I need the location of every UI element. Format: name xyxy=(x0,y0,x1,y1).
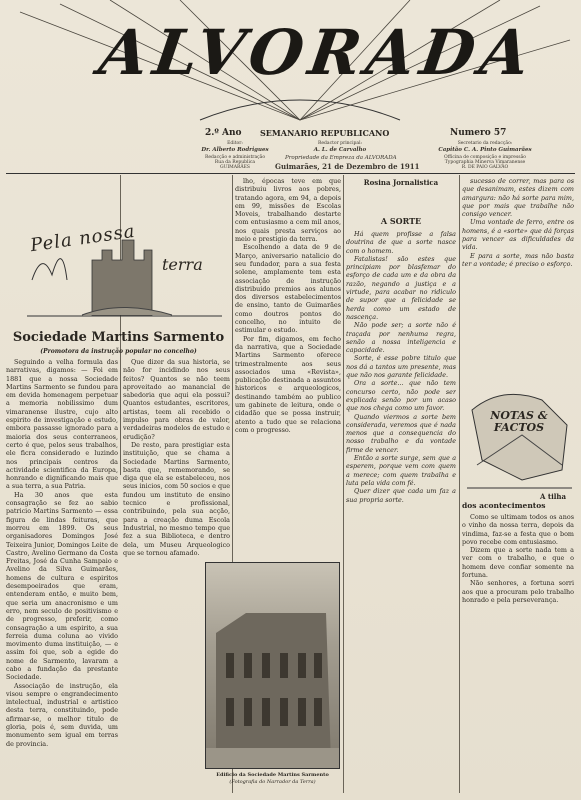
illustration-caption: dos acontecimentos xyxy=(462,501,546,510)
redaction-city: GUIMARÃES xyxy=(219,165,251,170)
printing-name: Typographia Minerva Vimaranense xyxy=(444,160,526,165)
article-paragraph: Ora a sorte... que não tem concurso certo, não pode ser explicada senão por um acaso que nos chega como um favor. xyxy=(346,379,456,413)
article-paragraph: Não pode ser; a sorte não é traçada por nenhuma regra, senão a nossa inteligencia e capacidade. xyxy=(346,321,456,355)
property-line: Propriedade da Empreza da ALVORADA xyxy=(285,155,397,161)
article-paragraph: Seguindo a velha formula das narrativas, digamos: — Foi em 1881 que a nossa Sociedade Martins Sarmento se fundou para em devida homenagem perpetuar a memoria nobilissimo dum vimaranense ilustre, cujo alto espirito de investigação e estudo, embora passasse ignorado para a maioria dos seus conterraneos, certo é que, pelos seus trabalhos, ele ficra considerado e luzindo nos principais centros da actividade scientifica da Europa, honrando e dignificando mais que a sua terra, a sua Patria. xyxy=(6,358,118,491)
editor-name: Dr. Alberto Rodrigues xyxy=(201,147,269,153)
editor-label: Editor: xyxy=(227,141,243,146)
article-paragraph: Quando viermos a sorte bem considerada, veremos que é nada menos que a consequencia do nosso trabalho e da vontade firme de vencer. xyxy=(346,412,456,454)
photo-caption-line2: (Fotografia do Narrador da Terra) xyxy=(229,779,316,785)
newspaper-subtitle: SEMANARIO REPUBLICANO xyxy=(260,128,390,138)
column-divider xyxy=(459,175,460,793)
col4-subheading: A SORTE xyxy=(380,216,422,226)
article-paragraph: sucesso de correr, mas para os que desanimam, estes dizem com amargura: não há sorte para mim, que por mais que trabalhe não consigo vencer. xyxy=(462,177,574,219)
illustration-title-part2: terra xyxy=(162,255,203,274)
illustration-title-part1: Pela nossa xyxy=(29,220,137,257)
building-photo-icon xyxy=(206,563,339,768)
edition-label: 2.º Ano xyxy=(205,128,242,138)
column-divider xyxy=(343,175,344,793)
article-paragraph: De resto, para prestigiar esta instituição, que se chama a Sociedade Martins Sarmento, basta que, rememorando, se diga que ela se estabeleceu, nos seus inicios, com 50 socios e que fundou um instituto de ensino tecnico e profissional, contribuindo, pela sua acção, para a creação duma Escola Industrial, no mesmo tempo que fez a sua Biblioteca, e dentro dela, um Museu Arqueologico que se tornou afamado. xyxy=(123,440,230,557)
article-paragraph: Ha 30 anos que esta consagração se fez ao sabio patricio Martins Sarmento — essa figura de lindas feituras, que morreu em 1899. Os seus organisadores Domingos José Teixeira Junior, Domingos Leite de Castro, Avelino Germano da Costa Freitas, José da Cunha Sampaio e Avelino da Silva Guimarães, homens de cultura e espiritos desempoeirados que eram, entenderam então, e muito bem, que seria um anacronismo e um erro, nem seculo de positivismo e de progresso, preferir, como consagração a um espirito, a sua ferreia duma coluna ao vivido movimento duma instituição, — e assim foi que, sob a egide do nome de Sarmento, lavaram a cabo a fundação da prestante Sociedade. xyxy=(6,490,118,682)
article-paragraph: Quer dizer que cada um faz a sua propria sorte. xyxy=(346,487,456,504)
building-photo xyxy=(205,562,340,769)
article-column-3 xyxy=(235,177,341,557)
article-paragraph: Então a sorte surge, sem que a esperem, porque vem com quem a merece; com quem trabalha e luta pela vida com fé. xyxy=(346,454,456,487)
article-paragraph: Dizem que a sorte nada tem a ver com o trabalho, e que o homem deve confiar somente na fortuna. xyxy=(462,546,574,580)
article-paragraph: Não senhores, a fortuna sorri aos que a procuram pelo trabalho honrado e pela perseverança. xyxy=(462,579,574,604)
notas-factos-icon xyxy=(462,380,574,490)
article-paragraph: lho, épocas teve em que distribuiu livros aos pobres, tratando agora, em 94, a depois em 99, missões de Escolas Moveis, trabalhando destarte com entusiasmo a cem mil anos, nos quais presta serviços ao meio e prestigio da terra. xyxy=(235,177,341,244)
article-paragraph: Que dizer da sua historia, se não for incidindo nos seus feitos? Quantos se não teem aproveitado ao manancial de sabedoria que aqui ela possui? Quantos estudantes, escritores, artistas, teem ali recebido o impulso para obras de valor, verdadeiras modelos de estudo e erudição? xyxy=(123,358,230,441)
article-paragraph: Associação de instrução, ela visou sempre o engrandecimento intelectual, industrial e artistico desta terra, constituindo, pode afirmar-se, o melhor titulo de gloria, pois é, sem duvida, um monumento sem igual em terras de provincia. xyxy=(6,681,118,748)
masthead xyxy=(0,0,581,125)
notas-factos-illustration xyxy=(462,380,574,490)
col4-heading: Rosina Jornalistica xyxy=(363,178,439,187)
article-subheading: (Promotora da instrução popular no concelho) xyxy=(40,348,197,355)
secretary-label: Secretario da redacção: xyxy=(457,141,513,146)
notas-factos-title: NOTAS & FACTOS xyxy=(490,409,548,434)
masthead-rule xyxy=(6,173,575,174)
article-paragraph: Fatalistas! são estes que principiam por blasfemar do esforço de cada um e da obra da razão, negando a justiça e a virtude, para acabar no ridiculo de supor que a felicidade se herda como um estado de nascença. xyxy=(346,254,456,321)
newspaper-title: ALVORADA xyxy=(94,16,541,89)
article-paragraph: Como se ultimam todos os anos o vinho da nossa terra, depois da vindima, faz-se a festa que o bom povo recebe com entusiasmo. xyxy=(462,513,574,546)
article-column-4 xyxy=(346,230,456,793)
director-label: Redactor principal: xyxy=(317,141,363,146)
issue-date: Guimarães, 21 de Dezembro de 1911 xyxy=(275,162,420,171)
article-column-1 xyxy=(6,358,118,793)
article-column-5 xyxy=(462,177,574,377)
printing-label: Officina de composição e impressão xyxy=(444,155,526,160)
printing-address: R. DE PAIO GALVÃO xyxy=(461,165,509,170)
photo-caption-line1: Edificio da Sociedade Martins Sarmento xyxy=(216,772,329,778)
article-paragraph: Sorte, é esse pobre titulo que nos dá a tantos um presente, mas que não nos garante felicidade. xyxy=(346,354,456,380)
redaction-label: Redacção e administração xyxy=(205,155,266,160)
article-paragraph: Por fim, digamos, em fecho da narrativa, que a Sociedade Martins Sarmento oferece trimestralmente aos seus associados uma «Revista», publicação destinada a assuntos historicos e arqueologicos, destinando também ao publico um gabinete de leitura, onde o cidadão que se possa instruir, atento a tudo que se relaciona com o progresso. xyxy=(235,334,341,434)
pela-nossa-terra-illustration xyxy=(22,220,227,320)
illustration-caption-prefix: A tilha xyxy=(540,492,567,501)
article-paragraph: Há quem profisse a falsa doutrina de que a sorte nasce com o homem. xyxy=(346,230,456,255)
article-paragraph: Uma vontade de ferro, entre os homens, é a «sorte» que dá forças para vencer as dificuldades da vida. xyxy=(462,218,574,252)
director-name: A. L. de Carvalho xyxy=(313,147,367,153)
article-column-5-bottom xyxy=(462,513,574,793)
article-heading: Sociedade Martins Sarmento xyxy=(12,330,225,345)
secretary-name: Capitão C. A. Pinto Guimarães xyxy=(438,147,532,153)
redaction-address: Rua da Republica xyxy=(214,160,256,165)
article-paragraph: Escolhendo a data de 9 de Março, aniversario natalicio do seu fundador, para a sua festa solene, amplamente tem esta associação de instrução distribuido premios aos alunos dos diversos estabelecimentos de ensino, tanto de Guimarães como doutros pontos do concelho, no intuito de estimular o estudo. xyxy=(235,243,341,335)
issue-number: Numero 57 xyxy=(450,128,507,138)
article-paragraph: E para a sorte, mas não basta ter a vontade; é preciso o esforço. xyxy=(462,251,574,268)
